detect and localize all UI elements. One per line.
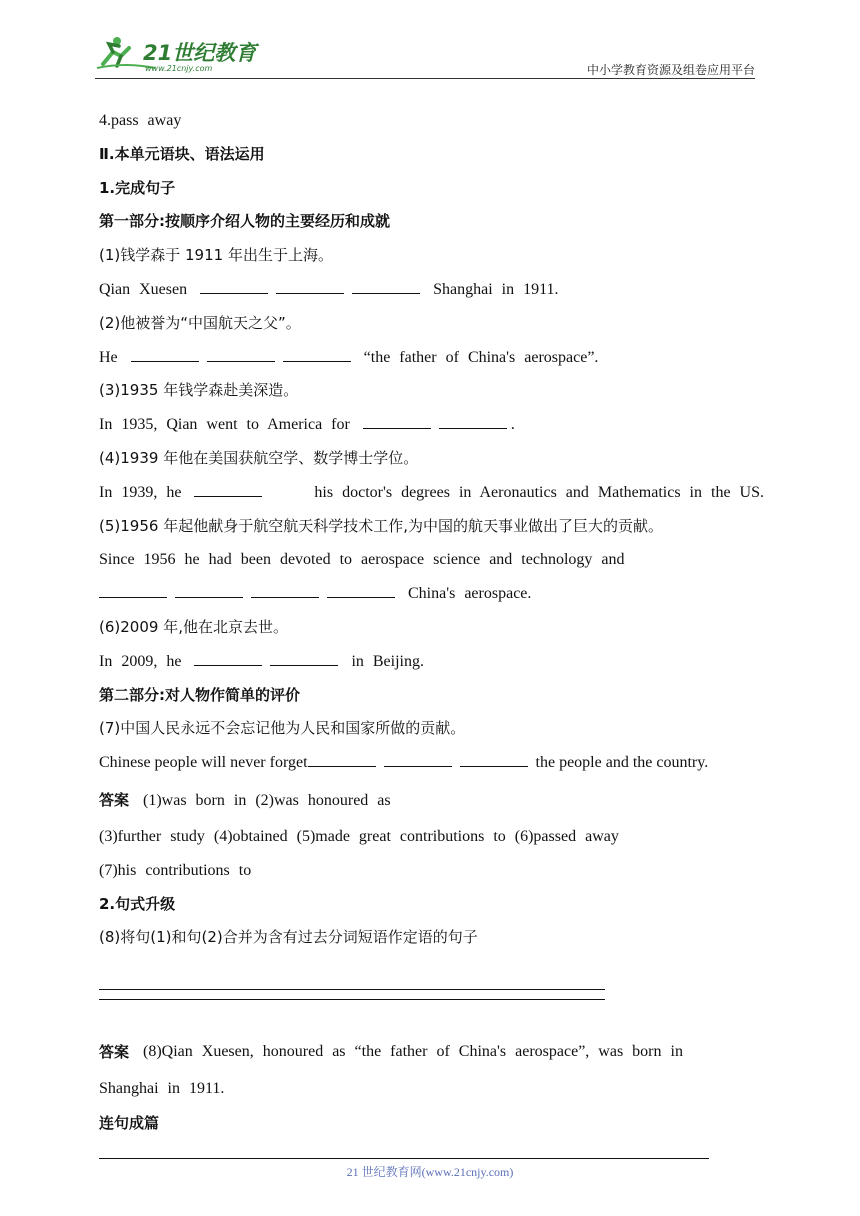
exercise-sentence [99, 408, 764, 442]
answer-blank[interactable] [363, 414, 431, 429]
sentence-text: In 1935, Qian went to America for [99, 416, 350, 434]
exercise-sentence [99, 645, 764, 679]
answer-text: (8)Qian Xuesen, honoured as “the father of China's aerospace”, was born in [143, 1043, 683, 1061]
chinese-prompt: (8)将句(1)和句(2)合并为含有过去分词短语作定语的句子 [99, 928, 478, 947]
answer-blank[interactable] [131, 347, 199, 362]
section-heading: Ⅱ.本单元语块、语法运用 [99, 144, 265, 163]
answer-label: 答案 [99, 1043, 130, 1062]
sentence-text: In 2009, he [99, 652, 182, 670]
answer-block [99, 780, 764, 820]
answer-blank[interactable] [99, 583, 167, 598]
sentence-text: in Beijing. [351, 652, 424, 670]
answer-text: Shanghai in 1911. [99, 1080, 225, 1098]
site-logo [95, 34, 265, 74]
sentence-text: Qian Xuesen [99, 280, 188, 298]
part-heading: 第二部分:对人物作简单的评价 [99, 685, 300, 704]
answer-text: (1)was born in (2)was honoured as [143, 791, 391, 809]
document-body [99, 104, 764, 1141]
header-rule [95, 78, 755, 79]
sentence-text: Chinese people will never forget [99, 754, 308, 772]
sentence-text: In 1939, he [99, 483, 182, 501]
subsection-heading: 1.完成句子 [99, 178, 176, 197]
answer-blank[interactable] [283, 347, 351, 362]
subsection-heading: 连句成篇 [99, 1114, 160, 1133]
answer-blank[interactable] [308, 752, 376, 767]
sentence-text: China's aerospace. [408, 585, 532, 603]
exercise-sentence: Since 1956 he had been devoted to aerospace science and technology and [99, 551, 625, 569]
answer-blank[interactable] [384, 752, 452, 767]
answer-text: (3)further study (4)obtained (5)made great contributions to (6)passed away [99, 827, 619, 845]
answer-text: (7)his contributions to [99, 861, 252, 879]
sentence-text: Shanghai in 1911. [433, 280, 559, 298]
footer-rule [99, 1158, 709, 1159]
answer-blank[interactable] [352, 279, 420, 294]
chinese-prompt: (4)1939 年他在美国获航空学、数学博士学位。 [99, 448, 419, 467]
answer-blank[interactable] [200, 279, 268, 294]
exercise-sentence [99, 746, 764, 780]
answer-blank[interactable] [276, 279, 344, 294]
part-heading: 第一部分:按顺序介绍人物的主要经历和成就 [99, 212, 391, 231]
writing-area[interactable] [99, 955, 764, 993]
exercise-sentence [99, 476, 764, 510]
chinese-prompt: (2)他被誉为“中国航天之父”。 [99, 313, 301, 332]
answer-blank[interactable] [175, 583, 243, 598]
chinese-prompt: (1)钱学森于 1911 年出生于上海。 [99, 246, 333, 265]
subsection-heading: 2.句式升级 [99, 894, 176, 913]
chinese-prompt: (5)1956 年起他献身于航空航天科学技术工作,为中国的航天事业做出了巨大的贡献。 [99, 516, 663, 535]
chinese-prompt: (6)2009 年,他在北京去世。 [99, 617, 288, 636]
sentence-text: the people and the country. [535, 754, 709, 772]
exercise-sentence [99, 341, 764, 375]
answer-text [143, 1033, 764, 1071]
sentence-text: “the father of China's aerospace”. [363, 348, 599, 366]
page-header [95, 30, 755, 80]
writing-area[interactable] [99, 993, 764, 1033]
phrase-item: 4.pass away [99, 112, 182, 129]
chinese-prompt: (3)1935 年钱学森赴美深造。 [99, 381, 299, 400]
answer-blank[interactable] [270, 651, 338, 666]
answer-blank[interactable] [439, 414, 507, 429]
exercise-sentence [99, 273, 764, 307]
answer-block [99, 1033, 764, 1071]
header-platform-name: 中小学教育资源及组卷应用平台 [586, 63, 755, 77]
sentence-text: . [510, 416, 515, 434]
sentence-text: He [99, 348, 118, 366]
answer-blank[interactable] [194, 651, 262, 666]
answer-label: 答案 [99, 790, 130, 809]
writing-line[interactable] [99, 989, 605, 990]
svg-text:www.21cnjy.com: www.21cnjy.com [145, 64, 213, 73]
svg-text:21世纪教育: 21世纪教育 [143, 41, 257, 65]
answer-blank[interactable] [460, 752, 528, 767]
answer-blank[interactable] [327, 583, 395, 598]
writing-line[interactable] [99, 999, 605, 1000]
answer-blank[interactable] [251, 583, 319, 598]
exercise-sentence [99, 577, 764, 611]
sentence-text: his doctor's degrees in Aeronautics and Mathematics in the US. [314, 483, 764, 501]
chinese-prompt: (7)中国人民永远不会忘记他为人民和国家所做的贡献。 [99, 719, 466, 738]
footer-site-link[interactable]: 21 世纪教育网(www.21cnjy.com) [346, 1165, 514, 1179]
answer-blank[interactable] [207, 347, 275, 362]
answer-blank[interactable] [194, 482, 262, 497]
